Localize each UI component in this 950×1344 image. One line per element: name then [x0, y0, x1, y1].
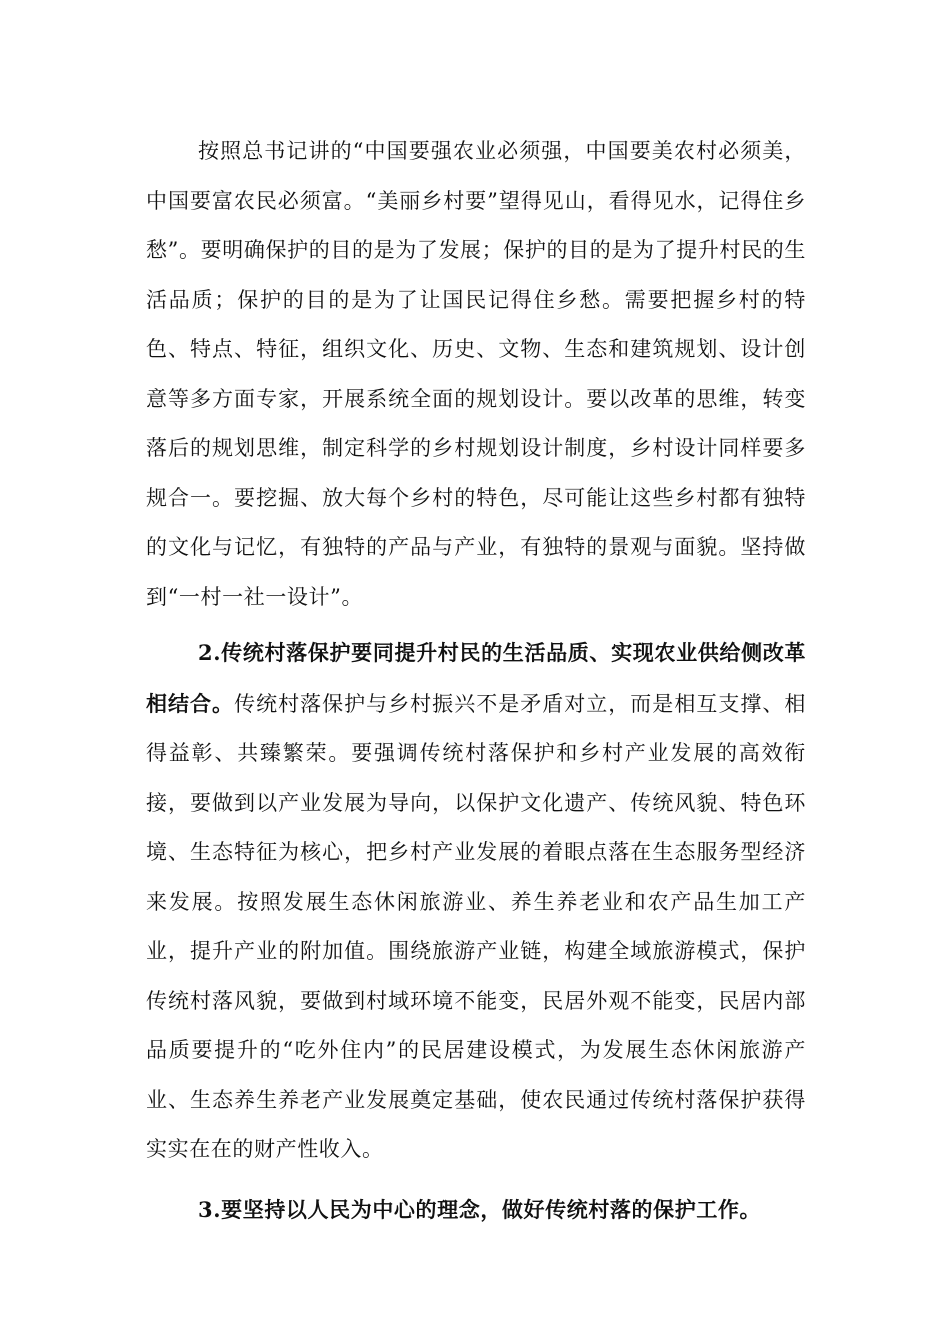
paragraph-lead-heading: 2.传统村落保护要同提升村民的生活品质、实现农业供给侧改革相结合。: [146, 640, 806, 716]
paragraph-body-text: 传统村落保护与乡村振兴不是矛盾对立，而是相互支撑、相得益彰、共臻繁荣。要强调传统村落保护和乡村产业发展的高效衔接，要做到以产业发展为导向，以保护文化遗产、传统风貌、特色环境、生态特征为核心，把乡村产业发展的着眼点落在生态服务型经济来发展。按照发展生态休闲旅游业、养生养老业和农产品生加工产业，提升产业的附加值。围绕旅游产业链，构建全域旅游模式，保护传统村落风貌，要做到村域环境不能变，民居外观不能变，民居内部品质要提升的“吃外住内”的民居建设模式，为发展生态休闲旅游产业、生态养生养老产业发展奠定基础，使农民通过传统村落保护获得实实在在的财产性收入。: [146, 691, 806, 1161]
paragraph-village-protection: [146, 628, 806, 1175]
document-body: [146, 127, 806, 1234]
section-heading-people-centered: 3.要坚持以人民为中心的理念，做好传统村落的保护工作。: [198, 1196, 762, 1222]
paragraph-rural-planning: 按照总书记讲的“中国要强农业必须强，中国要美农村必须美，中国要富农民必须富。“美丽乡村要”望得见山，看得见水，记得住乡愁”。要明确保护的目的是为了发展；保护的目的是为了提升村民的生活品质；保护的目的是为了让国民记得住乡愁。需要把握乡村的特色、特点、特征，组织文化、历史、文物、生态和建筑规划、设计创意等多方面专家，开展系统全面的规划设计。要以改革的思维，转变落后的规划思维，制定科学的乡村规划设计制度，乡村设计同样要多规合一。要挖掘、放大每个乡村的特色，尽可能让这些乡村都有独特的文化与记忆，有独特的产品与产业，有独特的景观与面貌。坚持做到“一村一社一设计”。: [146, 139, 806, 609]
